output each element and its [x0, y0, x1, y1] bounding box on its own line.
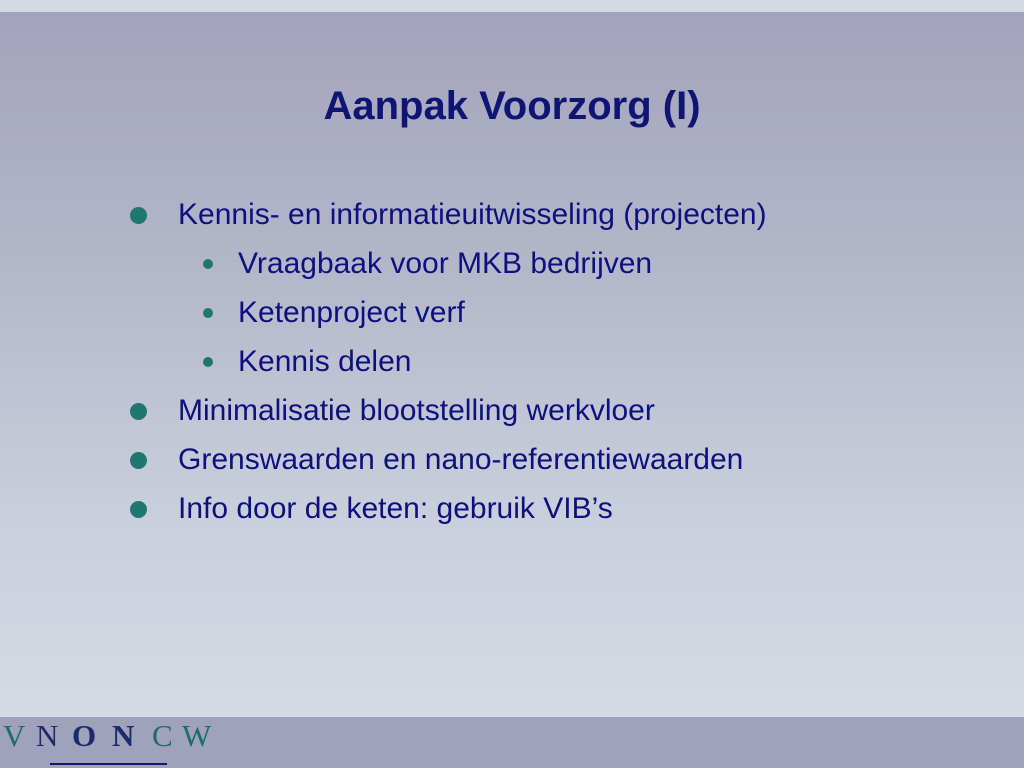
bullet-item [128, 484, 767, 533]
slide [0, 12, 1024, 717]
bullet-dot-icon [130, 501, 147, 518]
logo-letter: N [36, 718, 59, 753]
bullet-text: Minimalisatie blootstelling werkvloer [178, 394, 655, 427]
bullet-list [128, 190, 767, 533]
sub-bullet-text: Vraagbaak voor MKB bedrijven [238, 247, 653, 280]
slide-title: Aanpak Voorzorg (I) [323, 84, 701, 128]
bullet-dot-icon [130, 452, 147, 469]
sub-bullet-item [128, 239, 767, 288]
sub-bullet-dot-icon [203, 259, 213, 269]
logo-letter: C [152, 718, 173, 753]
logo-underline [50, 763, 167, 765]
bullet-item [128, 386, 767, 435]
bullet-text: Kennis- en informatieuitwisseling (projecten) [178, 198, 767, 231]
sub-bullet-text: Kennis delen [238, 345, 412, 378]
top-strip [0, 0, 1024, 12]
sub-bullet-text: Ketenproject verf [238, 296, 465, 329]
bullet-item [128, 435, 767, 484]
sub-bullet-dot-icon [203, 308, 213, 318]
logo-letter: V [3, 718, 26, 753]
bullet-dot-icon [130, 207, 147, 224]
logo-letter: N [112, 718, 135, 753]
logo-letter: O [72, 718, 97, 753]
bullet-text: Grenswaarden en nano-referentiewaarden [178, 443, 744, 476]
vno-ncw-logo [3, 720, 216, 752]
sub-bullet-item [128, 288, 767, 337]
sub-bullet-item [128, 337, 767, 386]
logo-letter: W [182, 718, 212, 753]
bullet-text: Info door de keten: gebruik VIB’s [178, 492, 613, 525]
bullet-item [128, 190, 767, 239]
bullet-dot-icon [130, 403, 147, 420]
sub-bullet-dot-icon [203, 357, 213, 367]
